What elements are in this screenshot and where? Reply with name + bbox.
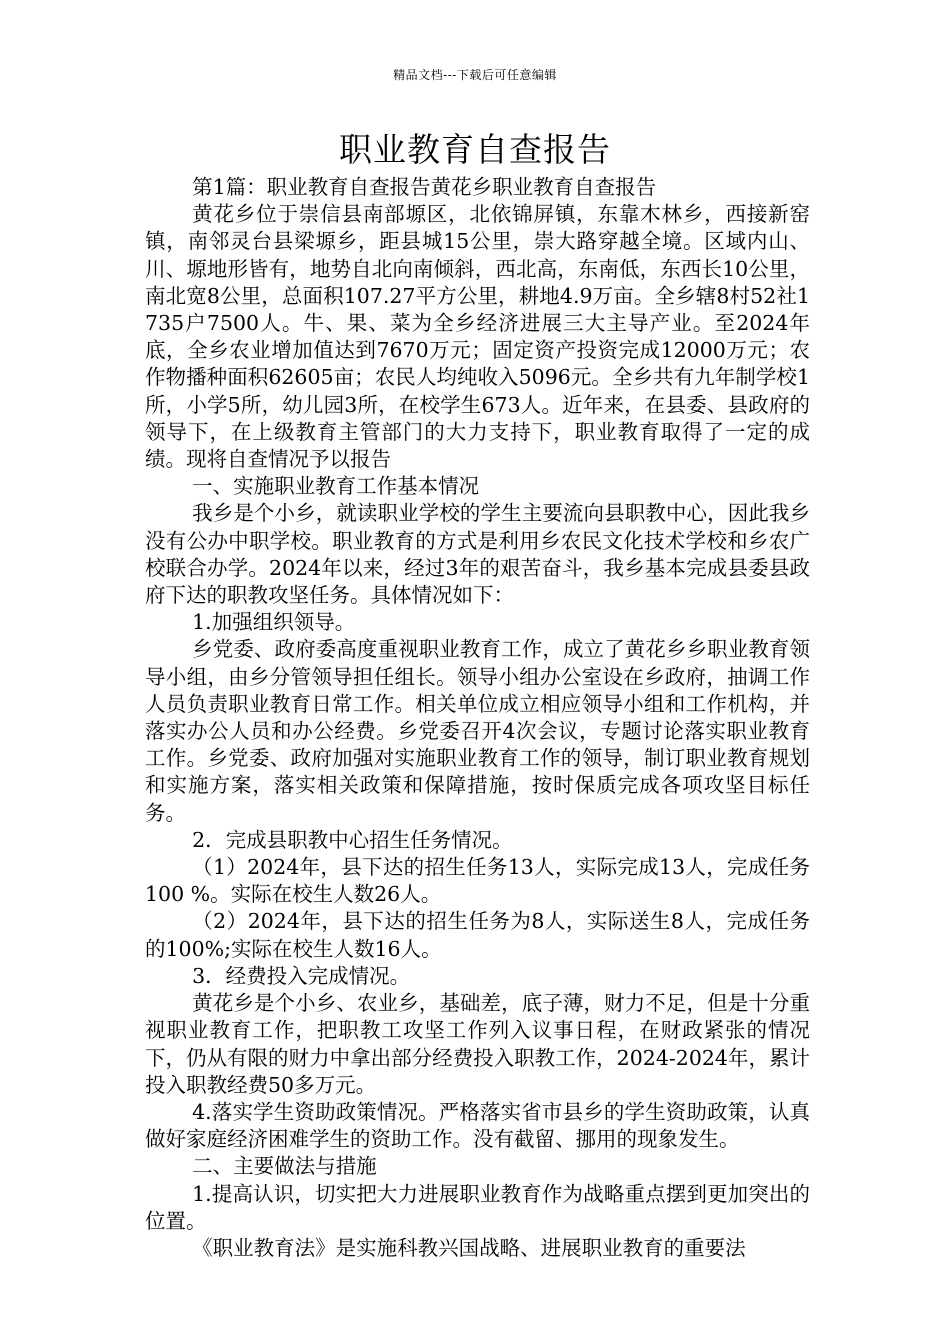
- paragraph: 4.落实学生资助政策情况。严格落实省市县乡的学生资助政策，认真做好家庭经济困难学生的资助工作。没有截留、挪用的现象发生。: [145, 1099, 810, 1152]
- document-body: [145, 174, 810, 1262]
- paragraph: 我乡是个小乡，就读职业学校的学生主要流向县职教中心，因此我乡没有公办中职学校。职业教育的方式是利用乡农民文化技术学校和乡农广校联合办学。2024年以来，经过3年的艰苦奋斗，我乡基本完成县委县政府下达的职教攻坚任务。具体情况如下：: [145, 501, 810, 608]
- document-title: 职业教育自查报告: [339, 130, 611, 169]
- subsection-heading: 1.加强组织领导。: [192, 610, 356, 635]
- subsection-heading: 2．完成县职教中心招生任务情况。: [192, 827, 513, 852]
- section-heading: 一、实施职业教育工作基本情况: [192, 474, 480, 499]
- subsection-heading: 1.提高认识，切实把大力进展职业教育作为战略重点摆到更加突出的位置。: [145, 1181, 810, 1233]
- paragraph: （1）2024年，县下达的招生任务13人，实际完成13人，完成任务100 %。实际在校生人数26人。: [145, 855, 810, 907]
- subsection-heading: 3．经费投入完成情况。: [192, 963, 411, 988]
- paragraph: 黄花乡是个小乡、农业乡，基础差，底子薄，财力不足，但是十分重视职业教育工作，把职教工攻坚工作列入议事日程，在财政紧张的情况下，仍从有限的财力中拿出部分经费投入职教工作，2024-2024年，累计投入职教经费50多万元。: [145, 991, 810, 1097]
- paragraph: 乡党委、政府委高度重视职业教育工作，成立了黄花乡乡职业教育领导小组，由乡分管领导担任组长。领导小组办公室设在乡政府，抽调工作人员负责职业教育日常工作。相关单位成立相应领导小组和工作机构，并落实办公人员和办公经费。乡党委召开4次会议，专题讨论落实职业教育工作。乡党委、政府加强对实施职业教育工作的领导，制订职业教育规划和实施方案，落实相关政策和保障措施，按时保质完成各项攻坚目标任务。: [145, 637, 810, 825]
- paragraph: 第1篇：职业教育自查报告黄花乡职业教育自查报告: [192, 175, 657, 199]
- paragraph: 《职业教育法》是实施科教兴国战略、进展职业教育的重要法: [192, 1235, 746, 1260]
- header-note: 精品文档---下载后可任意编辑: [393, 68, 557, 82]
- paragraph: （2）2024年，县下达的招生任务为8人，实际送生8人，完成任务的100%;实际在校生人数16人。: [145, 909, 810, 961]
- paragraph: 黄花乡位于崇信县南部塬区，北依锦屏镇，东靠木林乡，西接新窑镇，南邻灵台县梁塬乡，距县城15公里，崇大路穿越全境。区域内山、川、塬地形皆有，地势自北向南倾斜，西北高，东南低，东西长10公里，南北宽8公里，总面积107.27平方公里，耕地4.9万亩。全乡辖8村52社1735户7500人。牛、果、菜为全乡经济进展三大主导产业。至2024年底，全乡农业增加值达到7670万元；固定资产投资完成12000万元；农作物播种面积62605亩；农民人均纯收入5096元。全乡共有九年制学校1所，小学5所，幼儿园3所，在校学生673人。近年来，在县委、县政府的领导下，在上级教育主管部门的大力支持下，职业教育取得了一定的成绩。现将自查情况予以报告: [145, 202, 810, 472]
- section-heading: 二、主要做法与措施: [192, 1154, 377, 1179]
